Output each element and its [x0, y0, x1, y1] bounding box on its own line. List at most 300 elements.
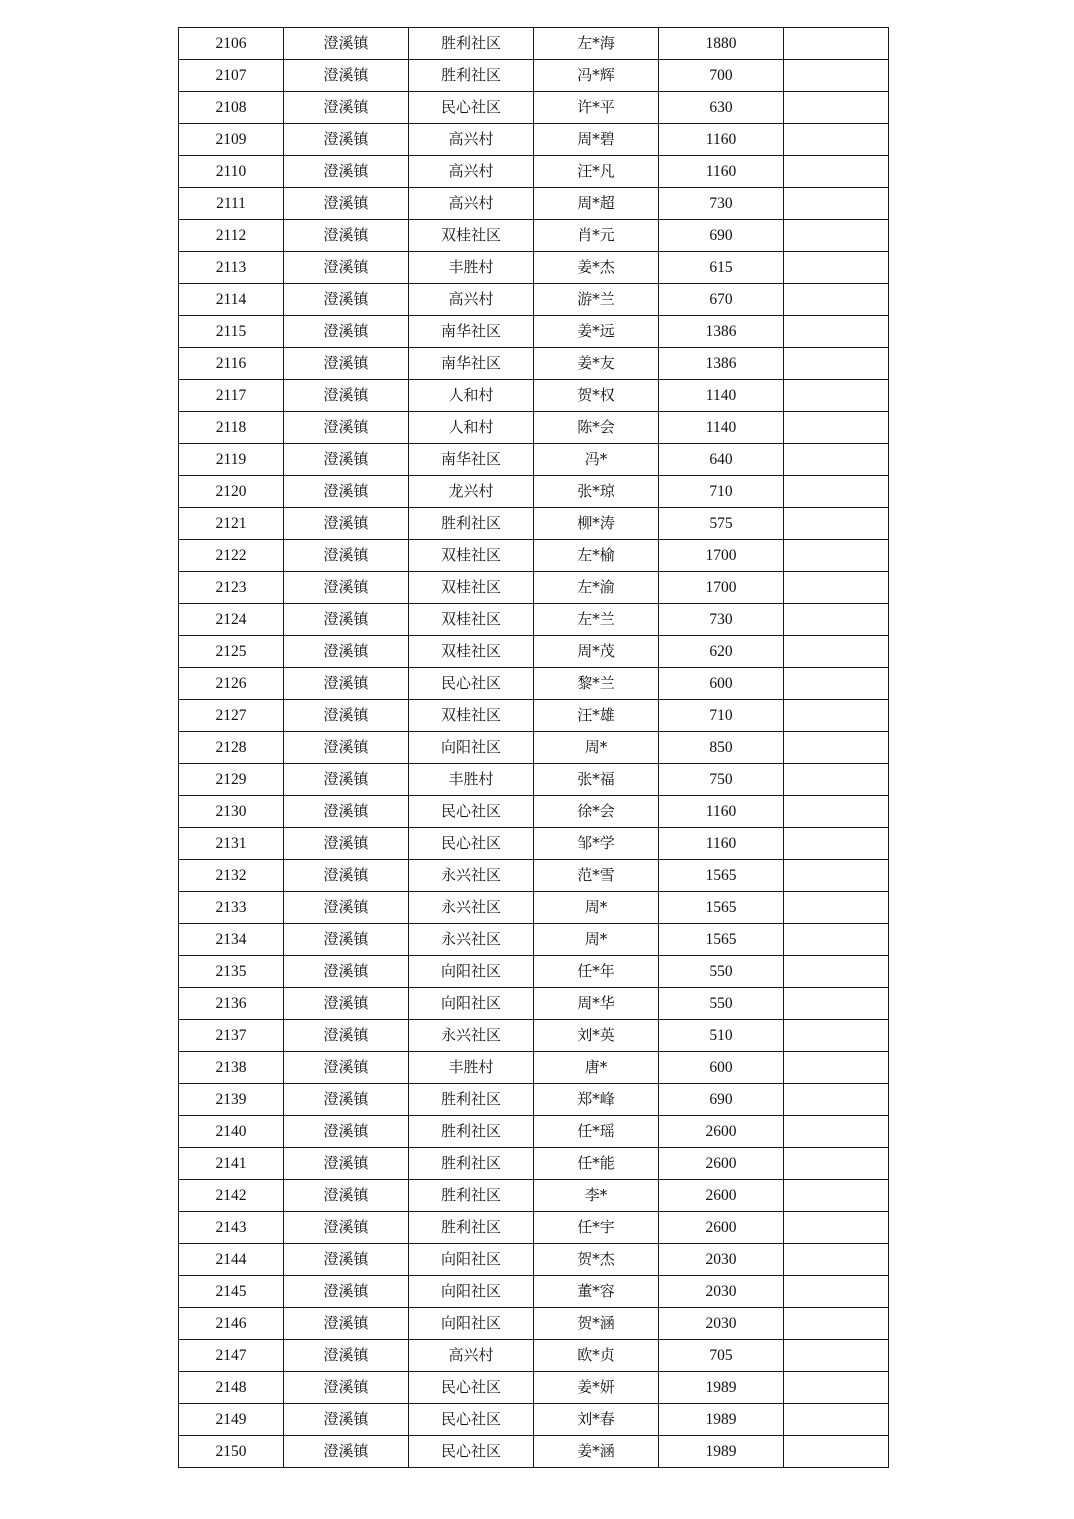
- table-row: [179, 1020, 889, 1052]
- table-row: [179, 508, 889, 540]
- person-name-cell: 郑*峰: [534, 1084, 659, 1116]
- town-cell: 澄溪镇: [284, 1244, 409, 1276]
- town-cell: 澄溪镇: [284, 316, 409, 348]
- person-name-cell: 董*容: [534, 1276, 659, 1308]
- person-name-cell: 汪*凡: [534, 156, 659, 188]
- person-name-cell: 许*平: [534, 92, 659, 124]
- amount-cell: 1565: [659, 860, 784, 892]
- community-cell: 高兴村: [409, 188, 534, 220]
- person-name-cell: 左*渝: [534, 572, 659, 604]
- person-name-cell: 冯*: [534, 444, 659, 476]
- table-row: [179, 188, 889, 220]
- town-cell: 澄溪镇: [284, 412, 409, 444]
- amount-cell: 1700: [659, 540, 784, 572]
- serial-number-cell: 2123: [179, 572, 284, 604]
- person-name-cell: 冯*辉: [534, 60, 659, 92]
- serial-number-cell: 2122: [179, 540, 284, 572]
- person-name-cell: 姜*友: [534, 348, 659, 380]
- serial-number-cell: 2117: [179, 380, 284, 412]
- community-cell: 胜利社区: [409, 28, 534, 60]
- note-cell: [784, 316, 889, 348]
- table-row: [179, 828, 889, 860]
- serial-number-cell: 2109: [179, 124, 284, 156]
- amount-cell: 510: [659, 1020, 784, 1052]
- table-row: [179, 1308, 889, 1340]
- person-name-cell: 徐*会: [534, 796, 659, 828]
- table-row: [179, 796, 889, 828]
- amount-cell: 550: [659, 956, 784, 988]
- note-cell: [784, 188, 889, 220]
- table-row: [179, 60, 889, 92]
- serial-number-cell: 2130: [179, 796, 284, 828]
- note-cell: [784, 668, 889, 700]
- town-cell: 澄溪镇: [284, 1116, 409, 1148]
- community-cell: 胜利社区: [409, 1116, 534, 1148]
- person-name-cell: 姜*妍: [534, 1372, 659, 1404]
- table-row: [179, 252, 889, 284]
- town-cell: 澄溪镇: [284, 1148, 409, 1180]
- note-cell: [784, 764, 889, 796]
- table-row: [179, 892, 889, 924]
- table-row: [179, 1276, 889, 1308]
- table-row: [179, 956, 889, 988]
- town-cell: 澄溪镇: [284, 1084, 409, 1116]
- town-cell: 澄溪镇: [284, 1308, 409, 1340]
- serial-number-cell: 2144: [179, 1244, 284, 1276]
- data-table: [178, 27, 889, 1468]
- note-cell: [784, 988, 889, 1020]
- town-cell: 澄溪镇: [284, 476, 409, 508]
- town-cell: 澄溪镇: [284, 1372, 409, 1404]
- note-cell: [784, 732, 889, 764]
- table-row: [179, 348, 889, 380]
- serial-number-cell: 2113: [179, 252, 284, 284]
- amount-cell: 1160: [659, 828, 784, 860]
- amount-cell: 2600: [659, 1116, 784, 1148]
- serial-number-cell: 2107: [179, 60, 284, 92]
- town-cell: 澄溪镇: [284, 796, 409, 828]
- community-cell: 胜利社区: [409, 1084, 534, 1116]
- town-cell: 澄溪镇: [284, 636, 409, 668]
- table-row: [179, 316, 889, 348]
- serial-number-cell: 2116: [179, 348, 284, 380]
- town-cell: 澄溪镇: [284, 156, 409, 188]
- serial-number-cell: 2115: [179, 316, 284, 348]
- table-row: [179, 1212, 889, 1244]
- town-cell: 澄溪镇: [284, 1436, 409, 1468]
- amount-cell: 1160: [659, 156, 784, 188]
- amount-cell: 2600: [659, 1148, 784, 1180]
- serial-number-cell: 2133: [179, 892, 284, 924]
- community-cell: 民心社区: [409, 796, 534, 828]
- person-name-cell: 黎*兰: [534, 668, 659, 700]
- note-cell: [784, 380, 889, 412]
- person-name-cell: 贺*涵: [534, 1308, 659, 1340]
- table-row: [179, 476, 889, 508]
- community-cell: 民心社区: [409, 1436, 534, 1468]
- note-cell: [784, 252, 889, 284]
- person-name-cell: 柳*涛: [534, 508, 659, 540]
- note-cell: [784, 636, 889, 668]
- town-cell: 澄溪镇: [284, 828, 409, 860]
- note-cell: [784, 572, 889, 604]
- table-row: [179, 924, 889, 956]
- community-cell: 南华社区: [409, 348, 534, 380]
- table-row: [179, 1180, 889, 1212]
- town-cell: 澄溪镇: [284, 956, 409, 988]
- amount-cell: 710: [659, 476, 784, 508]
- amount-cell: 1989: [659, 1436, 784, 1468]
- person-name-cell: 刘*春: [534, 1404, 659, 1436]
- serial-number-cell: 2148: [179, 1372, 284, 1404]
- community-cell: 南华社区: [409, 316, 534, 348]
- person-name-cell: 范*雪: [534, 860, 659, 892]
- serial-number-cell: 2127: [179, 700, 284, 732]
- serial-number-cell: 2146: [179, 1308, 284, 1340]
- table-row: [179, 1116, 889, 1148]
- town-cell: 澄溪镇: [284, 572, 409, 604]
- community-cell: 胜利社区: [409, 1148, 534, 1180]
- table-row: [179, 1148, 889, 1180]
- serial-number-cell: 2140: [179, 1116, 284, 1148]
- table-row: [179, 220, 889, 252]
- town-cell: 澄溪镇: [284, 700, 409, 732]
- amount-cell: 1989: [659, 1404, 784, 1436]
- town-cell: 澄溪镇: [284, 1340, 409, 1372]
- amount-cell: 850: [659, 732, 784, 764]
- town-cell: 澄溪镇: [284, 1180, 409, 1212]
- amount-cell: 1700: [659, 572, 784, 604]
- note-cell: [784, 348, 889, 380]
- serial-number-cell: 2126: [179, 668, 284, 700]
- person-name-cell: 姜*远: [534, 316, 659, 348]
- community-cell: 向阳社区: [409, 1308, 534, 1340]
- community-cell: 民心社区: [409, 828, 534, 860]
- community-cell: 胜利社区: [409, 1212, 534, 1244]
- town-cell: 澄溪镇: [284, 860, 409, 892]
- community-cell: 双桂社区: [409, 220, 534, 252]
- community-cell: 双桂社区: [409, 604, 534, 636]
- community-cell: 向阳社区: [409, 988, 534, 1020]
- note-cell: [784, 412, 889, 444]
- note-cell: [784, 92, 889, 124]
- community-cell: 丰胜村: [409, 1052, 534, 1084]
- note-cell: [784, 1084, 889, 1116]
- table-row: [179, 604, 889, 636]
- community-cell: 永兴社区: [409, 860, 534, 892]
- community-cell: 双桂社区: [409, 700, 534, 732]
- person-name-cell: 周*超: [534, 188, 659, 220]
- person-name-cell: 游*兰: [534, 284, 659, 316]
- serial-number-cell: 2136: [179, 988, 284, 1020]
- serial-number-cell: 2141: [179, 1148, 284, 1180]
- table-row: [179, 1404, 889, 1436]
- amount-cell: 690: [659, 1084, 784, 1116]
- note-cell: [784, 284, 889, 316]
- note-cell: [784, 1052, 889, 1084]
- table-row: [179, 412, 889, 444]
- town-cell: 澄溪镇: [284, 988, 409, 1020]
- note-cell: [784, 476, 889, 508]
- table-row: [179, 732, 889, 764]
- amount-cell: 575: [659, 508, 784, 540]
- table-row: [179, 700, 889, 732]
- note-cell: [784, 1436, 889, 1468]
- note-cell: [784, 956, 889, 988]
- note-cell: [784, 1276, 889, 1308]
- amount-cell: 700: [659, 60, 784, 92]
- person-name-cell: 任*能: [534, 1148, 659, 1180]
- community-cell: 高兴村: [409, 284, 534, 316]
- community-cell: 高兴村: [409, 1340, 534, 1372]
- town-cell: 澄溪镇: [284, 444, 409, 476]
- town-cell: 澄溪镇: [284, 732, 409, 764]
- amount-cell: 1880: [659, 28, 784, 60]
- community-cell: 民心社区: [409, 1404, 534, 1436]
- town-cell: 澄溪镇: [284, 124, 409, 156]
- community-cell: 向阳社区: [409, 1276, 534, 1308]
- community-cell: 永兴社区: [409, 1020, 534, 1052]
- town-cell: 澄溪镇: [284, 380, 409, 412]
- community-cell: 丰胜村: [409, 252, 534, 284]
- town-cell: 澄溪镇: [284, 60, 409, 92]
- table-row: [179, 668, 889, 700]
- town-cell: 澄溪镇: [284, 220, 409, 252]
- person-name-cell: 欧*贞: [534, 1340, 659, 1372]
- amount-cell: 1140: [659, 412, 784, 444]
- note-cell: [784, 1180, 889, 1212]
- community-cell: 民心社区: [409, 668, 534, 700]
- serial-number-cell: 2147: [179, 1340, 284, 1372]
- community-cell: 民心社区: [409, 92, 534, 124]
- amount-cell: 550: [659, 988, 784, 1020]
- note-cell: [784, 540, 889, 572]
- person-name-cell: 周*: [534, 732, 659, 764]
- note-cell: [784, 508, 889, 540]
- person-name-cell: 唐*: [534, 1052, 659, 1084]
- table-row: [179, 860, 889, 892]
- town-cell: 澄溪镇: [284, 252, 409, 284]
- table-row: [179, 1436, 889, 1468]
- community-cell: 双桂社区: [409, 540, 534, 572]
- serial-number-cell: 2124: [179, 604, 284, 636]
- community-cell: 双桂社区: [409, 636, 534, 668]
- serial-number-cell: 2121: [179, 508, 284, 540]
- community-cell: 人和村: [409, 412, 534, 444]
- note-cell: [784, 700, 889, 732]
- note-cell: [784, 1116, 889, 1148]
- community-cell: 人和村: [409, 380, 534, 412]
- note-cell: [784, 1308, 889, 1340]
- town-cell: 澄溪镇: [284, 1404, 409, 1436]
- table-row: [179, 124, 889, 156]
- serial-number-cell: 2106: [179, 28, 284, 60]
- community-cell: 永兴社区: [409, 892, 534, 924]
- note-cell: [784, 604, 889, 636]
- note-cell: [784, 1212, 889, 1244]
- amount-cell: 640: [659, 444, 784, 476]
- community-cell: 龙兴村: [409, 476, 534, 508]
- person-name-cell: 左*海: [534, 28, 659, 60]
- community-cell: 胜利社区: [409, 60, 534, 92]
- amount-cell: 600: [659, 668, 784, 700]
- note-cell: [784, 444, 889, 476]
- amount-cell: 705: [659, 1340, 784, 1372]
- person-name-cell: 周*茂: [534, 636, 659, 668]
- amount-cell: 1160: [659, 124, 784, 156]
- person-name-cell: 左*榆: [534, 540, 659, 572]
- note-cell: [784, 60, 889, 92]
- note-cell: [784, 28, 889, 60]
- note-cell: [784, 1020, 889, 1052]
- community-cell: 民心社区: [409, 1372, 534, 1404]
- note-cell: [784, 892, 889, 924]
- amount-cell: 730: [659, 604, 784, 636]
- table-row: [179, 540, 889, 572]
- amount-cell: 710: [659, 700, 784, 732]
- serial-number-cell: 2137: [179, 1020, 284, 1052]
- community-cell: 丰胜村: [409, 764, 534, 796]
- serial-number-cell: 2119: [179, 444, 284, 476]
- serial-number-cell: 2134: [179, 924, 284, 956]
- amount-cell: 630: [659, 92, 784, 124]
- table-row: [179, 764, 889, 796]
- town-cell: 澄溪镇: [284, 1052, 409, 1084]
- town-cell: 澄溪镇: [284, 1276, 409, 1308]
- amount-cell: 1160: [659, 796, 784, 828]
- town-cell: 澄溪镇: [284, 1020, 409, 1052]
- serial-number-cell: 2131: [179, 828, 284, 860]
- amount-cell: 1386: [659, 348, 784, 380]
- note-cell: [784, 828, 889, 860]
- person-name-cell: 陈*会: [534, 412, 659, 444]
- town-cell: 澄溪镇: [284, 92, 409, 124]
- serial-number-cell: 2135: [179, 956, 284, 988]
- town-cell: 澄溪镇: [284, 1212, 409, 1244]
- person-name-cell: 汪*雄: [534, 700, 659, 732]
- amount-cell: 670: [659, 284, 784, 316]
- serial-number-cell: 2114: [179, 284, 284, 316]
- person-name-cell: 肖*元: [534, 220, 659, 252]
- amount-cell: 1565: [659, 892, 784, 924]
- community-cell: 双桂社区: [409, 572, 534, 604]
- community-cell: 胜利社区: [409, 1180, 534, 1212]
- serial-number-cell: 2108: [179, 92, 284, 124]
- serial-number-cell: 2118: [179, 412, 284, 444]
- amount-cell: 690: [659, 220, 784, 252]
- amount-cell: 2600: [659, 1180, 784, 1212]
- town-cell: 澄溪镇: [284, 188, 409, 220]
- town-cell: 澄溪镇: [284, 28, 409, 60]
- amount-cell: 1386: [659, 316, 784, 348]
- person-name-cell: 邹*学: [534, 828, 659, 860]
- table-row: [179, 636, 889, 668]
- serial-number-cell: 2128: [179, 732, 284, 764]
- amount-cell: 615: [659, 252, 784, 284]
- town-cell: 澄溪镇: [284, 924, 409, 956]
- note-cell: [784, 156, 889, 188]
- amount-cell: 750: [659, 764, 784, 796]
- serial-number-cell: 2149: [179, 1404, 284, 1436]
- town-cell: 澄溪镇: [284, 540, 409, 572]
- person-name-cell: 李*: [534, 1180, 659, 1212]
- person-name-cell: 周*: [534, 924, 659, 956]
- person-name-cell: 左*兰: [534, 604, 659, 636]
- community-cell: 向阳社区: [409, 732, 534, 764]
- serial-number-cell: 2132: [179, 860, 284, 892]
- community-cell: 向阳社区: [409, 1244, 534, 1276]
- person-name-cell: 任*年: [534, 956, 659, 988]
- person-name-cell: 姜*杰: [534, 252, 659, 284]
- person-name-cell: 周*华: [534, 988, 659, 1020]
- amount-cell: 1140: [659, 380, 784, 412]
- town-cell: 澄溪镇: [284, 668, 409, 700]
- serial-number-cell: 2110: [179, 156, 284, 188]
- serial-number-cell: 2112: [179, 220, 284, 252]
- note-cell: [784, 220, 889, 252]
- amount-cell: 1989: [659, 1372, 784, 1404]
- person-name-cell: 姜*涵: [534, 1436, 659, 1468]
- person-name-cell: 任*瑶: [534, 1116, 659, 1148]
- note-cell: [784, 796, 889, 828]
- serial-number-cell: 2129: [179, 764, 284, 796]
- town-cell: 澄溪镇: [284, 348, 409, 380]
- serial-number-cell: 2125: [179, 636, 284, 668]
- person-name-cell: 刘*英: [534, 1020, 659, 1052]
- serial-number-cell: 2120: [179, 476, 284, 508]
- community-cell: 胜利社区: [409, 508, 534, 540]
- community-cell: 永兴社区: [409, 924, 534, 956]
- town-cell: 澄溪镇: [284, 892, 409, 924]
- note-cell: [784, 860, 889, 892]
- town-cell: 澄溪镇: [284, 764, 409, 796]
- amount-cell: 620: [659, 636, 784, 668]
- serial-number-cell: 2111: [179, 188, 284, 220]
- amount-cell: 2030: [659, 1244, 784, 1276]
- town-cell: 澄溪镇: [284, 508, 409, 540]
- community-cell: 南华社区: [409, 444, 534, 476]
- community-cell: 向阳社区: [409, 956, 534, 988]
- note-cell: [784, 124, 889, 156]
- community-cell: 高兴村: [409, 156, 534, 188]
- serial-number-cell: 2143: [179, 1212, 284, 1244]
- table-row: [179, 28, 889, 60]
- serial-number-cell: 2145: [179, 1276, 284, 1308]
- amount-cell: 2030: [659, 1308, 784, 1340]
- table-row: [179, 1084, 889, 1116]
- person-name-cell: 贺*杰: [534, 1244, 659, 1276]
- table-row: [179, 1340, 889, 1372]
- table-row: [179, 1372, 889, 1404]
- note-cell: [784, 1148, 889, 1180]
- table-row: [179, 1244, 889, 1276]
- community-cell: 高兴村: [409, 124, 534, 156]
- amount-cell: 2600: [659, 1212, 784, 1244]
- table-row: [179, 92, 889, 124]
- table-row: [179, 572, 889, 604]
- amount-cell: 1565: [659, 924, 784, 956]
- person-name-cell: 周*: [534, 892, 659, 924]
- note-cell: [784, 1404, 889, 1436]
- table-body: [179, 28, 889, 1468]
- table-row: [179, 444, 889, 476]
- amount-cell: 730: [659, 188, 784, 220]
- note-cell: [784, 1244, 889, 1276]
- note-cell: [784, 1372, 889, 1404]
- note-cell: [784, 924, 889, 956]
- table-row: [179, 156, 889, 188]
- table-row: [179, 1052, 889, 1084]
